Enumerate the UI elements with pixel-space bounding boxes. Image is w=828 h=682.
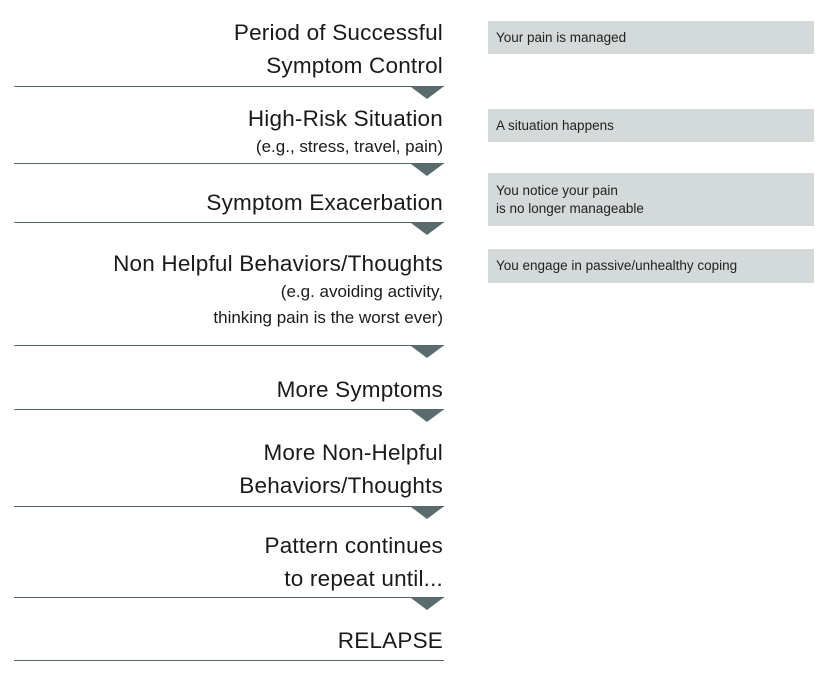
step-2-title: High-Risk Situation xyxy=(247,106,443,131)
note-box xyxy=(488,21,814,54)
down-arrow-icon xyxy=(411,223,443,235)
step-6-title: More Non-Helpful Behaviors/Thoughts xyxy=(239,440,443,498)
note-box xyxy=(488,173,814,226)
down-arrow-icon xyxy=(411,598,443,610)
down-arrow-icon xyxy=(411,164,443,176)
step-2-subtitle: (e.g., stress, travel, pain) xyxy=(255,137,443,156)
step-5-title: More Symptoms xyxy=(276,377,443,402)
step-4-divider xyxy=(14,345,444,346)
step-4-title: Non Helpful Behaviors/Thoughts xyxy=(113,251,443,276)
step-3-title: Symptom Exacerbation xyxy=(206,190,443,215)
step-7-divider xyxy=(14,597,444,598)
note-text: You engage in passive/unhealthy coping xyxy=(496,258,738,273)
note-box xyxy=(488,249,814,283)
down-arrow-icon xyxy=(411,87,443,99)
step-5-divider xyxy=(14,409,444,410)
note-text: You notice your pain is no longer manageable xyxy=(496,182,644,216)
step-4-subtitle: (e.g. avoiding activity, thinking pain is the worst ever) xyxy=(213,282,443,327)
down-arrow-icon xyxy=(411,410,443,422)
step-8-divider xyxy=(14,660,444,661)
step-1-divider xyxy=(14,86,444,87)
step-3-divider xyxy=(14,222,444,223)
step-8-title: RELAPSE xyxy=(337,628,443,653)
step-6-divider xyxy=(14,506,444,507)
step-1-title: Period of Successful Symptom Control xyxy=(233,20,443,78)
down-arrow-icon xyxy=(411,507,443,519)
down-arrow-icon xyxy=(411,346,443,358)
step-2-divider xyxy=(14,163,444,164)
note-box xyxy=(488,109,814,142)
note-text: A situation happens xyxy=(496,117,614,133)
step-7-title: Pattern continues to repeat until... xyxy=(264,533,443,591)
note-text: Your pain is managed xyxy=(496,29,627,45)
